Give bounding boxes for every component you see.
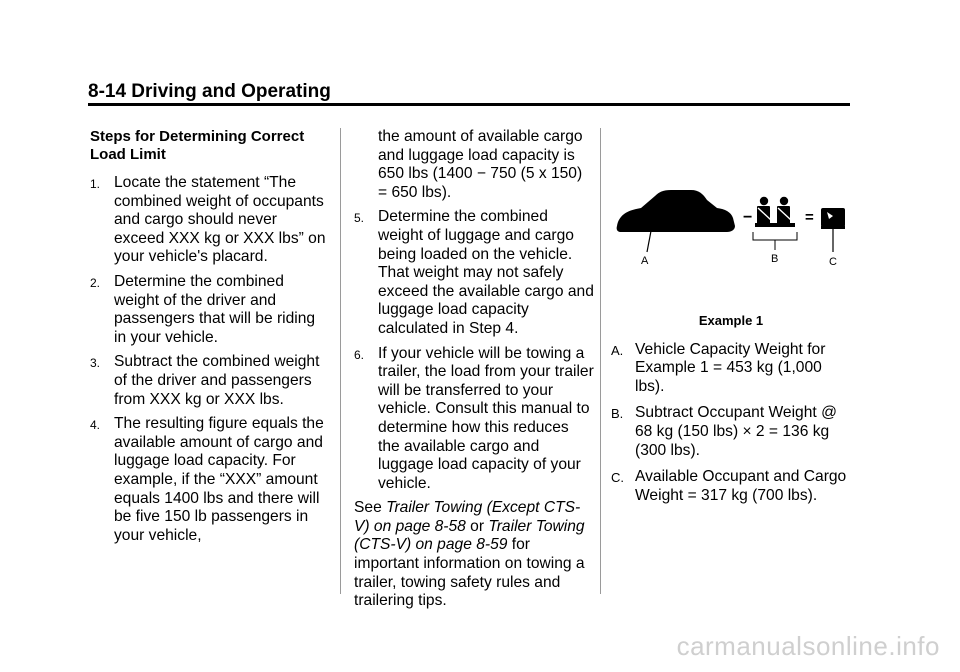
legend-text: Subtract Occupant Weight @ 68 kg (150 lbs) × 2 = 136 kg (300 lbs). [635, 404, 837, 459]
legend-item-c [611, 468, 851, 505]
label-c: C [829, 256, 837, 268]
step-1 [90, 174, 330, 267]
see-suffix: for important information on towing a trailer, towing safety rules and trailering tips. [354, 536, 585, 610]
step-text: Locate the statement “The combined weight of occupants and cargo should never exceed XXX kg or XXX lbs” on your vehicle's placard. [114, 174, 326, 266]
step-text: Determine the combined weight of the driver and passengers that will be riding in your vehicle. [114, 272, 316, 346]
car-icon [617, 190, 735, 232]
cross-reference-link-2[interactable]: Trailer Towing (CTS-V) on page 8-59 [354, 517, 585, 554]
legend-key: A. [611, 342, 624, 358]
column-divider-1 [340, 128, 341, 594]
step-text: If your vehicle will be towing a trailer, the load from your trailer will be transferred to your vehicle. Consult this manual to determine how this reduces the available cargo and luggage load capacity of your vehicle. [378, 344, 594, 492]
see-prefix: See [354, 499, 387, 517]
see-mid: or [465, 517, 489, 535]
legend-item-a [611, 341, 851, 397]
seated-occupant-icon [755, 197, 775, 227]
load-diagram [611, 128, 851, 308]
step-number: 2. [90, 275, 101, 290]
step-4 [90, 415, 330, 545]
legend-key: B. [611, 406, 624, 422]
section-subheading: Steps for Determining Correct Load Limit [90, 128, 305, 163]
step-number: 4. [90, 418, 101, 433]
step-5 [354, 208, 594, 338]
legend-text: Available Occupant and Cargo Weight = 317 kg (700 lbs). [635, 468, 847, 504]
watermark: carmanualsonline.info [676, 631, 940, 661]
step-text: The resulting figure equals the available amount of cargo and luggage load capacity. For example, if the “XXX” amount equals 1400 lbs and there will be five 150 lb passengers in your vehicle, [114, 415, 324, 544]
legend-text: Vehicle Capacity Weight for Example 1 = 453 kg (1,000 lbs). [635, 340, 826, 395]
step-text: Determine the combined weight of luggage and cargo being loaded on the vehicle. That weight may not safely exceed the available cargo and luggage load capacity calculated in Step 4. [378, 208, 594, 337]
step-text: Subtract the combined weight of the driver and passengers from XXX kg or XXX lbs. [114, 353, 320, 408]
legend-key: C. [611, 470, 624, 486]
step-3 [90, 353, 330, 409]
occupant-bracket [753, 232, 797, 240]
minus-sign: − [743, 209, 753, 226]
column-3 [611, 128, 851, 513]
step-number: 5. [354, 211, 365, 226]
legend-item-b [611, 404, 851, 460]
example-illustration [611, 128, 851, 308]
figure-caption: Example 1 [698, 313, 764, 328]
label-b: B [771, 253, 779, 265]
column-1 [90, 128, 330, 551]
page-title: 8-14 Driving and Operating [88, 81, 331, 102]
equals-sign: = [805, 209, 814, 226]
header-rule [88, 103, 850, 106]
label-a: A [641, 255, 649, 267]
step-number: 1. [90, 177, 101, 191]
step-6 [354, 345, 594, 494]
step-number: 3. [90, 356, 101, 371]
see-also-paragraph [354, 499, 594, 611]
step-2 [90, 273, 330, 347]
label-a-leader [647, 231, 651, 252]
column-divider-2 [600, 128, 601, 594]
seated-occupant-icon [775, 197, 795, 227]
cargo-box-icon [821, 208, 845, 229]
step-number: 6. [354, 347, 365, 362]
cross-reference-link-1[interactable]: Trailer Towing (Except CTS-V) on page 8-58 [354, 499, 581, 535]
step-4-continuation: the amount of available cargo and luggage load capacity is 650 lbs (1400 − 750 (5 x 150) = 650 lbs). [378, 128, 583, 201]
column-2 [354, 128, 594, 611]
